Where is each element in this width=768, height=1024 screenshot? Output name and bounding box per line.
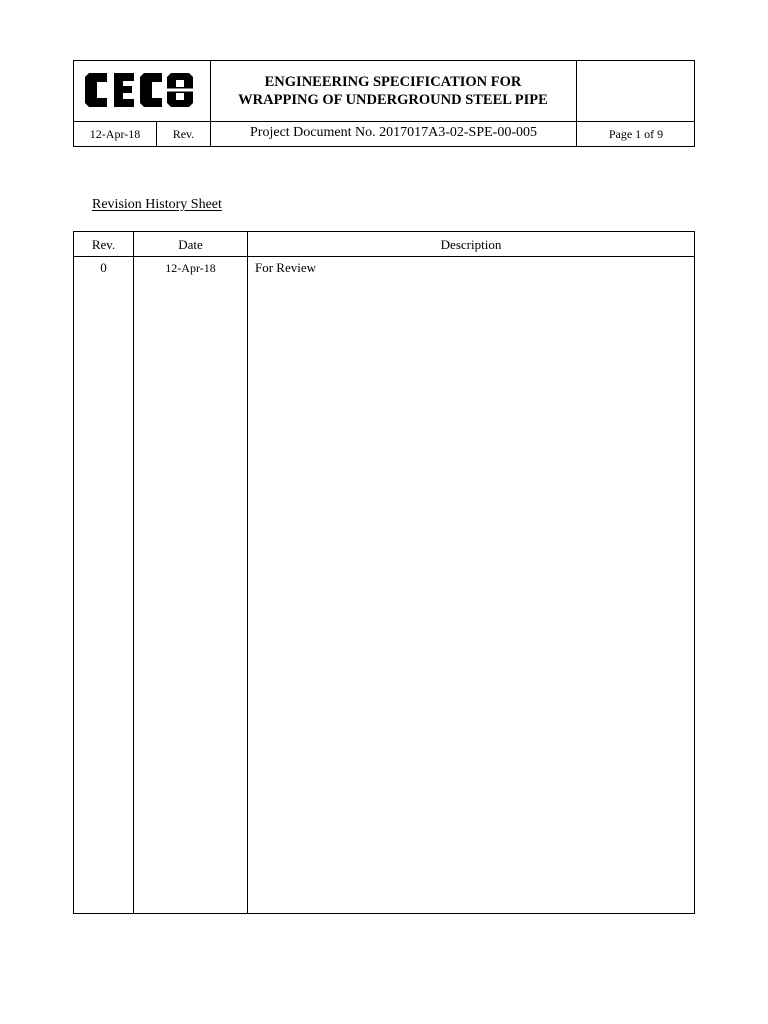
table-row-date: 12-Apr-18 [165,261,216,275]
document-title-line-1: ENGINEERING SPECIFICATION FOR [264,74,522,90]
document-title [210,61,576,121]
header-rev-label: Rev. [172,127,195,141]
table-row-rev: 0 [100,260,107,275]
header-date: 12-Apr-18 [89,127,141,141]
table-column-divider-rev [133,232,134,913]
column-header-date: Date [178,236,203,252]
table-column-divider-date [247,232,248,913]
ceco-logo [83,71,197,109]
project-document-number: Project Document No. 2017017A3-02-SPE-00-005 [250,124,537,140]
page-number: Page 1 of 9 [608,127,664,141]
document-title-line-2: WRAPPING OF UNDERGROUND STEEL PIPE [238,92,548,108]
table-row-description: For Review [255,260,317,275]
column-header-rev: Rev. [91,236,116,252]
column-header-description: Description [440,236,502,252]
section-heading: Revision History Sheet [92,197,222,212]
revision-history-table [73,231,695,914]
